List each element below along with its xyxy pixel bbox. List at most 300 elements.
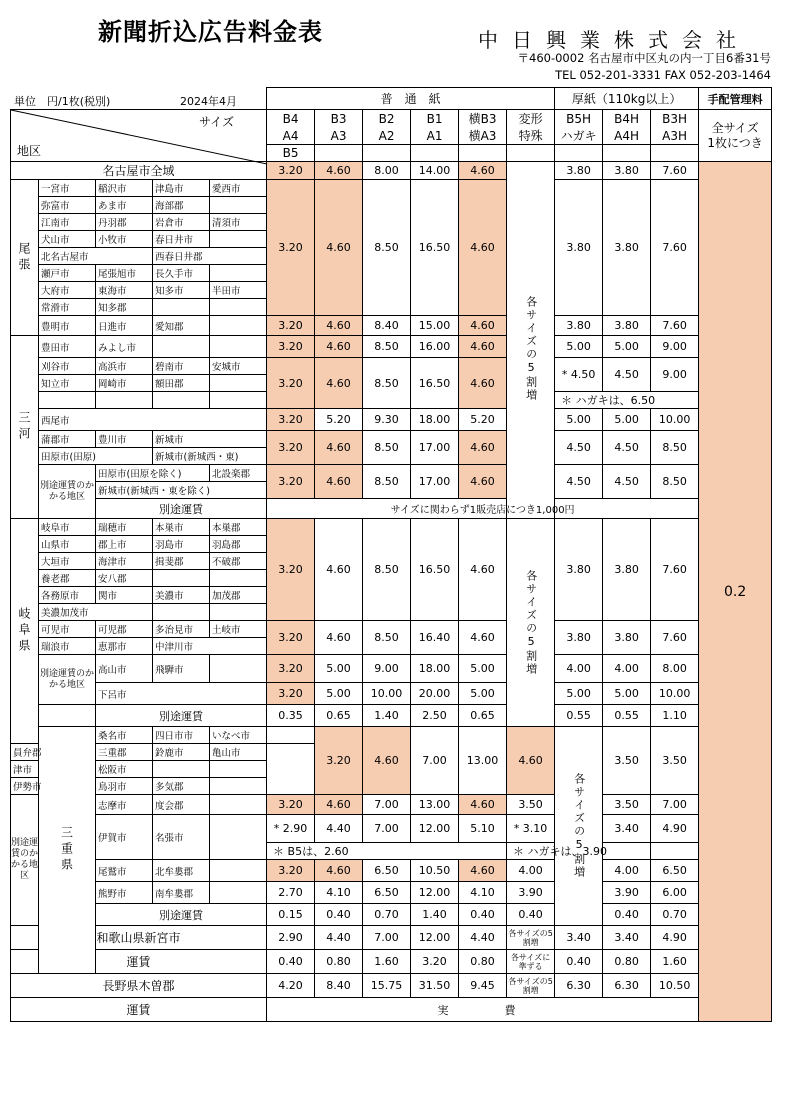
table-cell: 4.60 (315, 465, 363, 499)
col-a4h: A4H (603, 127, 651, 145)
table-cell: 3.80 (555, 162, 603, 180)
table-cell: 各サイズに準ずる (507, 950, 555, 974)
header-handling-fee: 手配管理料 (699, 88, 772, 110)
table-cell: 7.60 (651, 180, 699, 316)
table-cell: 多治見市 (153, 621, 210, 638)
table-cell: 7.00 (363, 926, 411, 950)
table-cell: 10.50 (651, 974, 699, 998)
table-cell: 亀山市 (210, 744, 267, 761)
table-cell: 6.50 (363, 860, 411, 882)
table-cell: 尾張旭市 (96, 265, 153, 282)
table-cell: 10.00 (363, 683, 411, 705)
table-cell: 31.50 (411, 974, 459, 998)
table-cell: 3.80 (603, 519, 651, 621)
company-name: 中日興業株式会社 (478, 28, 750, 52)
table-cell: 5.00 (555, 409, 603, 431)
table-cell: 大府市 (39, 282, 96, 299)
table-cell: 6.00 (651, 882, 699, 904)
table-cell: 額田郡 (153, 375, 210, 392)
table-cell: 鳥羽市 (96, 778, 153, 795)
table-cell: 4.50 (603, 431, 651, 465)
table-cell: 3.80 (555, 316, 603, 336)
table-cell: 20.00 (411, 683, 459, 705)
table-cell: 16.00 (411, 336, 459, 358)
table-cell: 半田市 (210, 282, 267, 299)
table-cell: 0.65 (459, 705, 507, 727)
table-cell: 蒲郡市 (39, 431, 96, 448)
mikawa-fare-text: サイズに関わらず1販売店につき1,000円 (267, 499, 699, 519)
table-cell: 一宮市 (39, 180, 96, 197)
unit-label: 単位 円/1枚(税別) (14, 95, 111, 108)
table-cell: 4.60 (363, 727, 411, 795)
table-cell: 伊賀市 (96, 815, 153, 860)
table-cell: 3.80 (555, 621, 603, 655)
table-cell: 2.50 (411, 705, 459, 727)
header-thick-paper: 厚紙（110kg以上） (555, 88, 699, 110)
table-cell: 0.40 (603, 904, 651, 926)
henkei-note-mie: 各サイズの5割増 (555, 727, 603, 926)
table-cell: 4.60 (507, 727, 555, 795)
table-cell: 9.00 (651, 336, 699, 358)
table-cell: 8.00 (651, 655, 699, 683)
table-cell: 弥富市 (39, 197, 96, 214)
table-cell: 8.00 (363, 162, 411, 180)
table-cell: 1.40 (363, 705, 411, 727)
area-label: 地区 (17, 144, 42, 158)
table-cell: 知多郡 (96, 299, 153, 316)
table-cell: 0.65 (315, 705, 363, 727)
table-cell: 刈谷市 (39, 358, 96, 375)
table-cell: 7.00 (651, 795, 699, 815)
table-cell: 海津市 (96, 553, 153, 570)
table-cell: 8.50 (651, 431, 699, 465)
table-cell: 知立市 (39, 375, 96, 392)
table-cell: 3.50 (603, 727, 651, 795)
region-owari: 尾張 (11, 180, 39, 336)
table-cell: 0.80 (459, 950, 507, 974)
table-cell: 津市 (11, 761, 39, 778)
mie-extra-label: 別途運賃のかかる地区 (11, 795, 39, 926)
table-cell: 3.20 (267, 683, 315, 705)
table-cell: 東海市 (96, 282, 153, 299)
table-cell: 岐阜市 (39, 519, 96, 536)
table-cell: 6.30 (555, 974, 603, 998)
table-cell: 4.60 (315, 621, 363, 655)
table-cell: 下呂市 (96, 683, 267, 705)
col-b1: B1 (411, 110, 459, 128)
table-cell: 愛知郡 (153, 316, 210, 336)
table-cell: 田原市(田原) (39, 448, 153, 465)
table-cell: 3.80 (603, 316, 651, 336)
row-nagoya (11, 162, 772, 180)
col-b2: B2 (363, 110, 411, 128)
table-cell: 名古屋市全域 (11, 162, 267, 180)
table-cell: 3.20 (267, 162, 315, 180)
col-a3: A3 (315, 127, 363, 145)
col-yb3: 横B3 (459, 110, 507, 128)
table-cell: 0.70 (651, 904, 699, 926)
table-cell: 0.40 (315, 904, 363, 926)
table-cell: 8.50 (363, 431, 411, 465)
table-cell: 各サイズの5割増 (507, 974, 555, 998)
table-cell: 北設楽郡 (210, 465, 267, 482)
table-cell: 3.80 (603, 621, 651, 655)
table-cell: 本巣郡 (210, 519, 267, 536)
table-cell: 5.20 (459, 409, 507, 431)
table-cell: 4.60 (459, 519, 507, 621)
table-cell: 養老郡 (39, 570, 96, 587)
table-cell: 8.50 (363, 336, 411, 358)
table-cell: 北牟婁郡 (153, 860, 210, 882)
col-b5h: B5H (555, 110, 603, 128)
table-cell: 10.00 (651, 409, 699, 431)
table-cell: 各務原市 (39, 587, 96, 604)
table-cell: 4.50 (603, 358, 651, 392)
table-cell: 8.50 (651, 465, 699, 499)
table-cell: 員弁郡 (11, 744, 39, 761)
table-cell: 尾鷲市 (96, 860, 153, 882)
region-mie: 三重県 (39, 727, 96, 974)
table-cell: 田原市(田原を除く) (96, 465, 210, 482)
table-cell: * 4.50 (555, 358, 603, 392)
table-cell: 3.50 (603, 795, 651, 815)
table-cell: 5.00 (555, 683, 603, 705)
col-b3: B3 (315, 110, 363, 128)
table-cell: 5.00 (459, 655, 507, 683)
table-cell: 3.20 (315, 727, 363, 795)
table-cell: 4.60 (459, 358, 507, 409)
table-cell: 4.60 (459, 162, 507, 180)
table-cell: 恵那市 (96, 638, 153, 655)
row-kiso-fare: 運賃 (11, 998, 267, 1022)
table-cell: 愛西市 (210, 180, 267, 197)
gifu-extra-label: 別途運賃のかかる地区 (39, 655, 96, 705)
table-cell: 15.00 (411, 316, 459, 336)
table-cell: 新城市 (153, 431, 267, 448)
table-cell: 5.20 (315, 409, 363, 431)
henkei-note-aichi: 各サイズの5割増 (507, 180, 555, 519)
table-cell: 4.60 (459, 860, 507, 882)
table-cell: 4.60 (459, 180, 507, 316)
table-cell: 鈴鹿市 (153, 744, 210, 761)
table-cell: 犬山市 (39, 231, 96, 248)
table-cell: 0.35 (267, 705, 315, 727)
table-cell: 7.60 (651, 519, 699, 621)
table-cell: 8.50 (363, 358, 411, 409)
table-cell: 山県市 (39, 536, 96, 553)
table-cell: 瑞浪市 (39, 638, 96, 655)
table-cell: 4.50 (603, 465, 651, 499)
table-cell: * 2.90 (267, 815, 315, 843)
table-cell: 四日市市 (153, 727, 210, 744)
table-cell: 安八郡 (96, 570, 153, 587)
table-cell: 3.20 (267, 621, 315, 655)
col-tokushu: 特殊 (507, 127, 555, 145)
table-cell: 新城市(新城西・東) (153, 448, 267, 465)
mikawa-fare-label: 別途運賃 (96, 499, 267, 519)
table-cell: 桑名市 (96, 727, 153, 744)
table-cell: 1.60 (651, 950, 699, 974)
table-cell: 3.20 (267, 358, 315, 409)
table-cell: いなべ市 (210, 727, 267, 744)
table-cell: 3.80 (555, 519, 603, 621)
table-cell: 8.50 (363, 465, 411, 499)
table-cell: 中津川市 (153, 638, 267, 655)
table-cell: 4.00 (603, 860, 651, 882)
table-cell: 13.00 (411, 795, 459, 815)
col-a3h: A3H (651, 127, 699, 145)
table-cell: 8.50 (363, 180, 411, 316)
table-cell: 1.60 (363, 950, 411, 974)
table-cell: 8.50 (363, 621, 411, 655)
table-cell: 瀬戸市 (39, 265, 96, 282)
table-cell: 7.60 (651, 162, 699, 180)
table-cell: 加茂郡 (210, 587, 267, 604)
table-cell: 5.00 (603, 683, 651, 705)
page-title: 新聞折込広告料金表 (98, 18, 323, 46)
table-cell: 0.15 (267, 904, 315, 926)
table-cell: 4.60 (315, 180, 363, 316)
table-cell: 2.90 (267, 926, 315, 950)
henkei-note-gifu: 各サイズの5割増 (507, 519, 555, 727)
table-cell: 津島市 (153, 180, 210, 197)
table-cell: 各サイズの5割増 (507, 926, 555, 950)
table-cell: 豊田市 (39, 336, 96, 358)
table-cell: 5.00 (315, 655, 363, 683)
table-cell: 0.40 (459, 904, 507, 926)
table-cell: 4.50 (555, 465, 603, 499)
date-label: 2024年4月 (180, 95, 237, 108)
table-cell: 3.40 (555, 926, 603, 950)
table-cell: 4.60 (315, 519, 363, 621)
table-cell: 3.20 (267, 860, 315, 882)
table-cell: 高山市 (96, 655, 153, 683)
table-cell: 4.90 (651, 815, 699, 843)
table-cell: 12.00 (411, 882, 459, 904)
table-cell: 伊勢市 (11, 778, 39, 795)
table-cell: 8.50 (363, 519, 411, 621)
table-cell: 4.60 (315, 336, 363, 358)
table-cell: 0.40 (267, 950, 315, 974)
table-cell: 長久手市 (153, 265, 210, 282)
iga-hagaki-note: ＊ ハガキは、3.90 (507, 843, 651, 860)
col-b5: B5 (267, 145, 315, 162)
col-b4: B4 (267, 110, 315, 128)
company-address: 〒460-0002 名古屋市中区丸の内一丁目6番31号 (517, 51, 771, 65)
table-cell: 5.10 (459, 815, 507, 843)
mikawa-extra-label: 別途運賃のかかる地区 (39, 465, 96, 519)
table-cell: 6.50 (363, 882, 411, 904)
table-cell: 9.45 (459, 974, 507, 998)
handling-fee-value: 0.2 (699, 162, 772, 1022)
table-cell: あま市 (96, 197, 153, 214)
table-cell: 瑞穂市 (96, 519, 153, 536)
table-cell: 名張市 (153, 815, 210, 860)
region-mikawa: 三河 (11, 336, 39, 519)
table-cell: 多気郡 (153, 778, 210, 795)
table-cell: 16.50 (411, 519, 459, 621)
size-label: サイズ (199, 115, 235, 129)
table-cell: 岡崎市 (96, 375, 153, 392)
table-cell: 小牧市 (96, 231, 153, 248)
table-cell: 16.50 (411, 180, 459, 316)
table-cell: 新城市(新城西・東を除く) (96, 482, 267, 499)
table-cell: 志摩市 (96, 795, 153, 815)
table-cell: 9.00 (363, 655, 411, 683)
table-cell: みよし市 (96, 336, 153, 358)
table-cell: 4.60 (315, 162, 363, 180)
table-cell: 4.60 (315, 358, 363, 409)
table-cell: 10.00 (651, 683, 699, 705)
table-cell: 17.00 (411, 431, 459, 465)
table-cell: 碧南市 (153, 358, 210, 375)
table-cell: 8.40 (363, 316, 411, 336)
table-cell: 3.20 (267, 316, 315, 336)
table-cell: 9.30 (363, 409, 411, 431)
kiso-fare-text2: 費 (459, 998, 699, 1022)
table-cell: 南牟婁郡 (153, 882, 210, 904)
table-cell: 16.50 (411, 358, 459, 409)
table-cell: 高浜市 (96, 358, 153, 375)
row-kiso: 長野県木曽郡 (11, 974, 267, 998)
col-b3h: B3H (651, 110, 699, 128)
table-cell: 7.00 (363, 795, 411, 815)
table-cell: 4.60 (315, 316, 363, 336)
table-cell: 美濃加茂市 (39, 604, 153, 621)
table-cell: 3.20 (267, 336, 315, 358)
table-cell: 15.75 (363, 974, 411, 998)
col-a4: A4 (267, 127, 315, 145)
table-cell: 3.80 (555, 180, 603, 316)
kiso-fare-text1: 実 (267, 998, 459, 1022)
table-cell: 可児郡 (96, 621, 153, 638)
table-cell: 土岐市 (210, 621, 267, 638)
col-b4h: B4H (603, 110, 651, 128)
table-cell: 5.00 (603, 336, 651, 358)
table-cell: 17.00 (411, 465, 459, 499)
table-cell: 9.00 (651, 358, 699, 392)
table-cell: 江南市 (39, 214, 96, 231)
table-cell: 1.40 (411, 904, 459, 926)
table-cell: 0.55 (603, 705, 651, 727)
table-cell: 岩倉市 (153, 214, 210, 231)
table-cell: 日進市 (96, 316, 153, 336)
table-cell: 本巣市 (153, 519, 210, 536)
table-cell: 3.20 (267, 409, 315, 431)
table-cell: 4.60 (459, 336, 507, 358)
table-cell: 0.80 (315, 950, 363, 974)
table-cell: 安城市 (210, 358, 267, 375)
table-cell: 熊野市 (96, 882, 153, 904)
table-cell: 春日井市 (153, 231, 210, 248)
table-cell: 3.40 (603, 926, 651, 950)
table-cell: 羽島市 (153, 536, 210, 553)
table-cell: 3.50 (507, 795, 555, 815)
table-cell: 不破郡 (210, 553, 267, 570)
table-cell: 4.20 (267, 974, 315, 998)
table-cell: 4.40 (315, 926, 363, 950)
all-sizes-label: 全サイズ 1枚につき (699, 110, 772, 162)
table-cell: 関市 (96, 587, 153, 604)
table-cell: 14.00 (411, 162, 459, 180)
table-cell: 3.20 (267, 655, 315, 683)
table-cell: 0.70 (363, 904, 411, 926)
table-cell: 3.80 (603, 180, 651, 316)
table-cell: 4.60 (459, 316, 507, 336)
row-shingu: 和歌山県新宮市 (11, 926, 267, 950)
table-cell: 3.20 (267, 180, 315, 316)
region-gifu: 岐阜県 (11, 519, 39, 744)
table-cell: 4.90 (651, 926, 699, 950)
table-cell: 5.00 (555, 336, 603, 358)
table-cell: 4.40 (315, 815, 363, 843)
table-cell: 常滑市 (39, 299, 96, 316)
iga-b5-note: ＊ B5は、2.60 (267, 843, 507, 860)
table-cell: 3.80 (603, 162, 651, 180)
table-cell: 4.60 (459, 795, 507, 815)
table-cell: 大垣市 (39, 553, 96, 570)
table-cell: 0.40 (555, 950, 603, 974)
table-cell: 3.50 (651, 727, 699, 795)
table-cell: 7.60 (651, 316, 699, 336)
table-cell: 0.80 (603, 950, 651, 974)
table-cell: 可児市 (39, 621, 96, 638)
header-plain-paper: 普 通 紙 (267, 88, 555, 110)
table-cell: 羽島郡 (210, 536, 267, 553)
table-cell: 0.40 (507, 904, 555, 926)
table-cell: 4.60 (459, 465, 507, 499)
table-cell: 西尾市 (39, 409, 267, 431)
table-cell: 度会郡 (153, 795, 210, 815)
table-cell: 美濃市 (153, 587, 210, 604)
mie-fare-label: 別途運賃 (96, 904, 267, 926)
table-cell: 丹羽郡 (96, 214, 153, 231)
table-cell: 3.90 (507, 882, 555, 904)
table-cell: 5.00 (459, 683, 507, 705)
table-cell: 豊明市 (39, 316, 96, 336)
col-henkei: 変形 (507, 110, 555, 128)
company-tel: TEL 052-201-3331 FAX 052-203-1464 (555, 68, 771, 82)
table-cell: 0.55 (555, 705, 603, 727)
col-hagaki: ハガキ (555, 127, 603, 145)
table-cell: 4.60 (315, 795, 363, 815)
table-cell: 1.10 (651, 705, 699, 727)
table-cell: 稲沢市 (96, 180, 153, 197)
table-cell: 7.60 (651, 621, 699, 655)
table-cell: 7.00 (363, 815, 411, 843)
table-cell: 4.40 (459, 926, 507, 950)
table-cell: 12.00 (411, 926, 459, 950)
rate-table (10, 87, 772, 1022)
table-cell: 知多市 (153, 282, 210, 299)
table-cell: 4.00 (603, 655, 651, 683)
table-cell: 揖斐郡 (153, 553, 210, 570)
table-cell: 西春日井郡 (153, 248, 267, 265)
mikawa-hagaki-note: ＊ ハガキは、6.50 (555, 392, 699, 409)
table-cell: 6.30 (603, 974, 651, 998)
table-cell: 松阪市 (96, 761, 153, 778)
table-cell: 清須市 (210, 214, 267, 231)
table-cell: 4.60 (459, 431, 507, 465)
table-cell: 3.20 (267, 795, 315, 815)
table-cell: 4.00 (507, 860, 555, 882)
table-cell: 三重郡 (96, 744, 153, 761)
table-cell: 郡上市 (96, 536, 153, 553)
row-shingu-fare: 運賃 (11, 950, 267, 974)
table-cell: 3.20 (267, 431, 315, 465)
table-cell: 3.90 (603, 882, 651, 904)
table-cell: 6.50 (651, 860, 699, 882)
